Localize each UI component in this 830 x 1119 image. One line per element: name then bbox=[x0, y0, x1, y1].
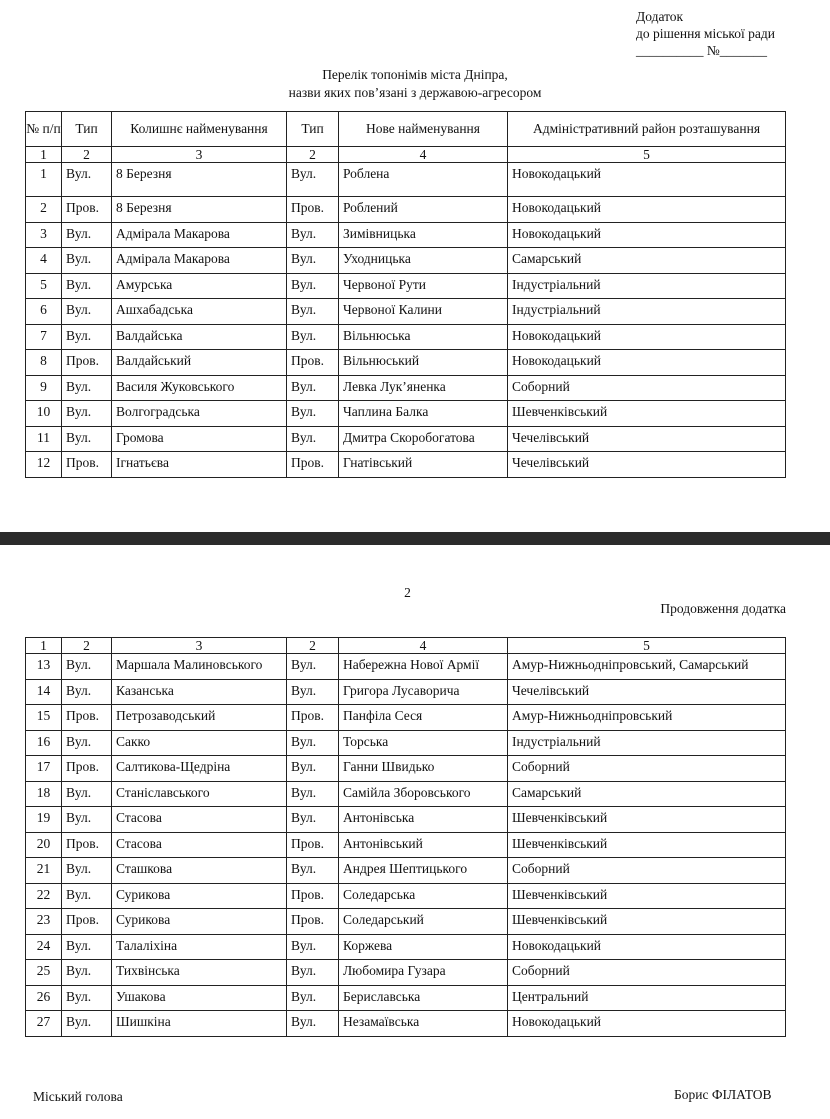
new-name-cell: Вільнюський bbox=[339, 350, 508, 376]
new-name-cell: Гнатівський bbox=[339, 452, 508, 478]
new-type-cell: Вул. bbox=[287, 985, 339, 1011]
old-type-cell: Пров. bbox=[62, 705, 112, 731]
header-number: № п/п bbox=[26, 112, 62, 147]
new-name-cell: Незамаївська bbox=[339, 1011, 508, 1037]
title-line-1: Перелік топонімів міста Дніпра, bbox=[322, 67, 508, 82]
table-row bbox=[26, 163, 786, 197]
row-number-cell: 20 bbox=[26, 832, 62, 858]
old-name-cell: Петрозаводський bbox=[112, 705, 287, 731]
row-number-cell: 17 bbox=[26, 756, 62, 782]
row-number-cell: 6 bbox=[26, 299, 62, 325]
row-number-cell: 18 bbox=[26, 781, 62, 807]
new-type-cell: Вул. bbox=[287, 248, 339, 274]
column-number: 4 bbox=[339, 638, 508, 654]
new-name-cell: Роблена bbox=[339, 163, 508, 197]
table-row bbox=[26, 832, 786, 858]
table-row bbox=[26, 654, 786, 680]
new-name-cell: Самійла Зборовського bbox=[339, 781, 508, 807]
column-number: 5 bbox=[508, 638, 786, 654]
district-cell: Амур-Нижньодніпровський, Самарський bbox=[508, 654, 786, 680]
new-type-cell: Вул. bbox=[287, 756, 339, 782]
new-type-cell: Вул. bbox=[287, 324, 339, 350]
old-name-cell: Сташкова bbox=[112, 858, 287, 884]
table-row bbox=[26, 679, 786, 705]
new-type-cell: Вул. bbox=[287, 934, 339, 960]
old-type-cell: Вул. bbox=[62, 222, 112, 248]
new-name-cell: Червоної Рути bbox=[339, 273, 508, 299]
old-type-cell: Вул. bbox=[62, 299, 112, 325]
table-row bbox=[26, 807, 786, 833]
row-number-cell: 19 bbox=[26, 807, 62, 833]
district-cell: Самарський bbox=[508, 248, 786, 274]
column-number: 5 bbox=[508, 147, 786, 163]
new-name-cell: Антонівський bbox=[339, 832, 508, 858]
old-name-cell: Ушакова bbox=[112, 985, 287, 1011]
row-number-cell: 9 bbox=[26, 375, 62, 401]
continuation-label: Продовження додатка bbox=[660, 601, 786, 616]
table-row bbox=[26, 985, 786, 1011]
district-cell: Соборний bbox=[508, 858, 786, 884]
old-type-cell: Вул. bbox=[62, 1011, 112, 1037]
new-name-cell: Ганни Швидько bbox=[339, 756, 508, 782]
new-type-cell: Вул. bbox=[287, 163, 339, 197]
district-cell: Новокодацький bbox=[508, 197, 786, 223]
old-name-cell: Казанська bbox=[112, 679, 287, 705]
column-number: 2 bbox=[287, 638, 339, 654]
row-number-cell: 26 bbox=[26, 985, 62, 1011]
old-type-cell: Вул. bbox=[62, 934, 112, 960]
old-name-cell: Сурикова bbox=[112, 909, 287, 935]
new-name-cell: Уходницька bbox=[339, 248, 508, 274]
row-number-cell: 8 bbox=[26, 350, 62, 376]
row-number-cell: 11 bbox=[26, 426, 62, 452]
new-type-cell: Вул. bbox=[287, 730, 339, 756]
district-cell: Індустріальний bbox=[508, 730, 786, 756]
old-name-cell: 8 Березня bbox=[112, 163, 287, 197]
new-name-cell: Бериславська bbox=[339, 985, 508, 1011]
table-row bbox=[26, 960, 786, 986]
column-number: 2 bbox=[62, 147, 112, 163]
row-number-cell: 14 bbox=[26, 679, 62, 705]
table-row bbox=[26, 934, 786, 960]
row-number-cell: 4 bbox=[26, 248, 62, 274]
new-name-cell: Антонівська bbox=[339, 807, 508, 833]
new-name-cell: Набережна Нової Армії bbox=[339, 654, 508, 680]
old-type-cell: Вул. bbox=[62, 807, 112, 833]
new-name-cell: Григора Лусаворича bbox=[339, 679, 508, 705]
old-type-cell: Вул. bbox=[62, 985, 112, 1011]
row-number-cell: 16 bbox=[26, 730, 62, 756]
old-name-cell: Адмірала Макарова bbox=[112, 248, 287, 274]
row-number-cell: 25 bbox=[26, 960, 62, 986]
new-name-cell: Роблений bbox=[339, 197, 508, 223]
new-type-cell: Пров. bbox=[287, 350, 339, 376]
district-cell: Новокодацький bbox=[508, 222, 786, 248]
new-name-cell: Соледарська bbox=[339, 883, 508, 909]
old-type-cell: Вул. bbox=[62, 960, 112, 986]
new-name-cell: Андрея Шептицького bbox=[339, 858, 508, 884]
annex-header bbox=[636, 8, 775, 59]
row-number-cell: 2 bbox=[26, 197, 62, 223]
new-name-cell: Торська bbox=[339, 730, 508, 756]
new-name-cell: Вільнюська bbox=[339, 324, 508, 350]
old-name-cell: Амурська bbox=[112, 273, 287, 299]
table-row bbox=[26, 1011, 786, 1037]
district-cell: Амур-Нижньодніпровський bbox=[508, 705, 786, 731]
old-name-cell: Талаліхіна bbox=[112, 934, 287, 960]
new-type-cell: Пров. bbox=[287, 197, 339, 223]
table-row bbox=[26, 781, 786, 807]
district-cell: Чечелівський bbox=[508, 679, 786, 705]
old-type-cell: Вул. bbox=[62, 858, 112, 884]
district-cell: Шевченківський bbox=[508, 832, 786, 858]
old-type-cell: Пров. bbox=[62, 452, 112, 478]
new-name-cell: Червоної Калини bbox=[339, 299, 508, 325]
column-number: 2 bbox=[287, 147, 339, 163]
district-cell: Шевченківський bbox=[508, 909, 786, 935]
district-cell: Чечелівський bbox=[508, 452, 786, 478]
row-number-cell: 7 bbox=[26, 324, 62, 350]
old-type-cell: Пров. bbox=[62, 832, 112, 858]
district-cell: Чечелівський bbox=[508, 426, 786, 452]
table-row bbox=[26, 375, 786, 401]
old-name-cell: Василя Жуковського bbox=[112, 375, 287, 401]
page-number: 2 bbox=[404, 585, 411, 600]
new-type-cell: Вул. bbox=[287, 401, 339, 427]
table-row bbox=[26, 756, 786, 782]
old-name-cell: Громова bbox=[112, 426, 287, 452]
new-name-cell: Левка Лук’яненка bbox=[339, 375, 508, 401]
old-type-cell: Вул. bbox=[62, 375, 112, 401]
new-type-cell: Пров. bbox=[287, 909, 339, 935]
header-type-new: Тип bbox=[287, 112, 339, 147]
header-type-old: Тип bbox=[62, 112, 112, 147]
table-row bbox=[26, 452, 786, 478]
new-name-cell: Соледарський bbox=[339, 909, 508, 935]
old-name-cell: Ігнатьєва bbox=[112, 452, 287, 478]
column-number: 3 bbox=[112, 638, 287, 654]
row-number-cell: 27 bbox=[26, 1011, 62, 1037]
old-name-cell: Сакко bbox=[112, 730, 287, 756]
row-number-cell: 22 bbox=[26, 883, 62, 909]
district-cell: Індустріальний bbox=[508, 273, 786, 299]
old-type-cell: Вул. bbox=[62, 163, 112, 197]
district-cell: Новокодацький bbox=[508, 350, 786, 376]
table-row bbox=[26, 858, 786, 884]
new-type-cell: Вул. bbox=[287, 222, 339, 248]
new-type-cell: Пров. bbox=[287, 705, 339, 731]
old-type-cell: Вул. bbox=[62, 883, 112, 909]
new-name-cell: Чаплина Балка bbox=[339, 401, 508, 427]
row-number-cell: 12 bbox=[26, 452, 62, 478]
signature-name: Борис ФІЛАТОВ bbox=[674, 1087, 772, 1102]
new-type-cell: Вул. bbox=[287, 1011, 339, 1037]
row-number-cell: 13 bbox=[26, 654, 62, 680]
new-type-cell: Вул. bbox=[287, 273, 339, 299]
old-name-cell: Валдайська bbox=[112, 324, 287, 350]
old-name-cell: Валдайський bbox=[112, 350, 287, 376]
table-row bbox=[26, 883, 786, 909]
old-type-cell: Вул. bbox=[62, 324, 112, 350]
old-type-cell: Вул. bbox=[62, 730, 112, 756]
column-number: 2 bbox=[62, 638, 112, 654]
title-line-2: назви яких пов’язані з державою-агресором bbox=[288, 85, 542, 100]
new-name-cell: Зимівницька bbox=[339, 222, 508, 248]
column-number: 1 bbox=[26, 638, 62, 654]
header-old-name: Колишнє найменування bbox=[112, 112, 287, 147]
old-name-cell: 8 Березня bbox=[112, 197, 287, 223]
district-cell: Соборний bbox=[508, 375, 786, 401]
column-number: 3 bbox=[112, 147, 287, 163]
district-cell: Новокодацький bbox=[508, 324, 786, 350]
district-cell: Шевченківський bbox=[508, 883, 786, 909]
new-type-cell: Вул. bbox=[287, 960, 339, 986]
table-row bbox=[26, 273, 786, 299]
district-cell: Соборний bbox=[508, 960, 786, 986]
row-number-cell: 5 bbox=[26, 273, 62, 299]
toponyms-table-page-2 bbox=[25, 637, 786, 1037]
table-row bbox=[26, 324, 786, 350]
old-type-cell: Пров. bbox=[62, 197, 112, 223]
annex-decision: до рішення міської ради bbox=[636, 26, 775, 41]
old-name-cell: Ашхабадська bbox=[112, 299, 287, 325]
old-name-cell: Адмірала Макарова bbox=[112, 222, 287, 248]
new-type-cell: Пров. bbox=[287, 883, 339, 909]
district-cell: Центральний bbox=[508, 985, 786, 1011]
new-type-cell: Вул. bbox=[287, 375, 339, 401]
new-type-cell: Вул. bbox=[287, 679, 339, 705]
old-type-cell: Вул. bbox=[62, 654, 112, 680]
header-new-name: Нове найменування bbox=[339, 112, 508, 147]
table-row bbox=[26, 197, 786, 223]
table-row bbox=[26, 401, 786, 427]
new-type-cell: Вул. bbox=[287, 807, 339, 833]
district-cell: Новокодацький bbox=[508, 1011, 786, 1037]
old-type-cell: Вул. bbox=[62, 273, 112, 299]
page-title bbox=[0, 66, 830, 102]
annex-label: Додаток bbox=[636, 9, 684, 24]
new-name-cell: Панфіла Сеся bbox=[339, 705, 508, 731]
table-row bbox=[26, 248, 786, 274]
district-cell: Індустріальний bbox=[508, 299, 786, 325]
table-row bbox=[26, 909, 786, 935]
old-name-cell: Маршала Малиновського bbox=[112, 654, 287, 680]
district-cell: Шевченківський bbox=[508, 807, 786, 833]
district-cell: Новокодацький bbox=[508, 163, 786, 197]
old-type-cell: Пров. bbox=[62, 909, 112, 935]
old-type-cell: Вул. bbox=[62, 426, 112, 452]
column-numbers-row bbox=[26, 638, 786, 654]
column-number: 4 bbox=[339, 147, 508, 163]
new-type-cell: Вул. bbox=[287, 781, 339, 807]
row-number-cell: 1 bbox=[26, 163, 62, 197]
column-numbers-row bbox=[26, 147, 786, 163]
toponyms-table-page-1 bbox=[25, 111, 786, 478]
old-name-cell: Станіславського bbox=[112, 781, 287, 807]
annex-number-line: __________ №_______ bbox=[636, 43, 768, 58]
table-row bbox=[26, 426, 786, 452]
old-type-cell: Пров. bbox=[62, 756, 112, 782]
row-number-cell: 10 bbox=[26, 401, 62, 427]
row-number-cell: 15 bbox=[26, 705, 62, 731]
district-cell: Новокодацький bbox=[508, 934, 786, 960]
new-type-cell: Вул. bbox=[287, 654, 339, 680]
old-name-cell: Сурикова bbox=[112, 883, 287, 909]
district-cell: Шевченківський bbox=[508, 401, 786, 427]
district-cell: Соборний bbox=[508, 756, 786, 782]
table-row bbox=[26, 705, 786, 731]
row-number-cell: 3 bbox=[26, 222, 62, 248]
old-type-cell: Вул. bbox=[62, 401, 112, 427]
new-type-cell: Пров. bbox=[287, 452, 339, 478]
table-row bbox=[26, 299, 786, 325]
signature-position: Міський голова bbox=[33, 1089, 123, 1104]
page-separator bbox=[0, 532, 830, 545]
new-name-cell: Коржева bbox=[339, 934, 508, 960]
new-name-cell: Любомира Гузара bbox=[339, 960, 508, 986]
old-name-cell: Стасова bbox=[112, 807, 287, 833]
new-type-cell: Вул. bbox=[287, 426, 339, 452]
old-name-cell: Стасова bbox=[112, 832, 287, 858]
table-row bbox=[26, 222, 786, 248]
table-row bbox=[26, 350, 786, 376]
old-type-cell: Вул. bbox=[62, 248, 112, 274]
old-name-cell: Волгоградська bbox=[112, 401, 287, 427]
old-type-cell: Вул. bbox=[62, 781, 112, 807]
row-number-cell: 24 bbox=[26, 934, 62, 960]
column-number: 1 bbox=[26, 147, 62, 163]
old-type-cell: Пров. bbox=[62, 350, 112, 376]
header-district: Адміністративний район розташування bbox=[508, 112, 786, 147]
row-number-cell: 23 bbox=[26, 909, 62, 935]
new-type-cell: Вул. bbox=[287, 299, 339, 325]
new-type-cell: Вул. bbox=[287, 858, 339, 884]
district-cell: Самарський bbox=[508, 781, 786, 807]
row-number-cell: 21 bbox=[26, 858, 62, 884]
old-type-cell: Вул. bbox=[62, 679, 112, 705]
table-row bbox=[26, 730, 786, 756]
old-name-cell: Шишкіна bbox=[112, 1011, 287, 1037]
new-name-cell: Дмитра Скоробогатова bbox=[339, 426, 508, 452]
old-name-cell: Тихвінська bbox=[112, 960, 287, 986]
old-name-cell: Салтикова-Щедріна bbox=[112, 756, 287, 782]
new-type-cell: Пров. bbox=[287, 832, 339, 858]
